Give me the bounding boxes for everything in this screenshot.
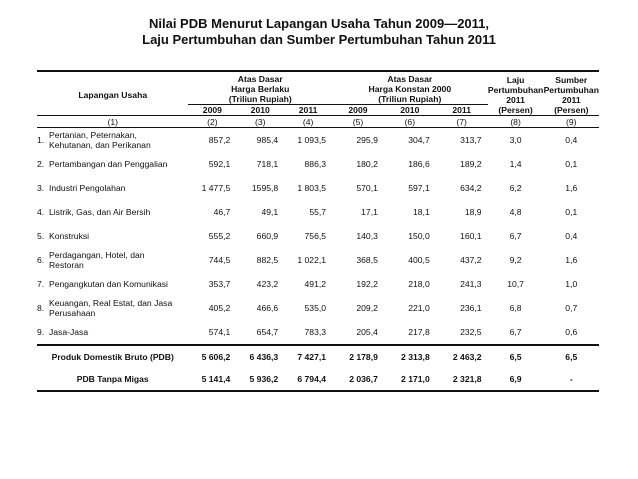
value-cell: 783,3 bbox=[304, 327, 327, 337]
header-sumber: Sumber Pertumbuhan 2011 (Persen) bbox=[544, 71, 599, 116]
table-row bbox=[37, 128, 599, 153]
total-label: PDB Tanpa Migas bbox=[37, 368, 188, 391]
value-cell: 0,1 bbox=[565, 207, 578, 217]
row-number: 9. bbox=[37, 327, 45, 337]
value-cell: 882,5 bbox=[256, 255, 279, 265]
col-number: (6) bbox=[384, 116, 436, 128]
value-cell: 236,1 bbox=[460, 303, 482, 313]
value-cell: 857,2 bbox=[208, 135, 231, 145]
value-cell: 232,5 bbox=[460, 327, 482, 337]
value-cell: 744,5 bbox=[208, 255, 231, 265]
table-row bbox=[37, 200, 599, 224]
year-header: 2010 bbox=[384, 105, 436, 116]
col-number: (7) bbox=[436, 116, 488, 128]
value-cell: 218,0 bbox=[408, 279, 430, 289]
table-row bbox=[37, 272, 599, 296]
table-row bbox=[37, 248, 599, 272]
value-cell: 9,2 bbox=[509, 255, 522, 265]
row-number: 4. bbox=[37, 207, 45, 217]
value-cell: 1595,8 bbox=[251, 183, 279, 193]
value-cell: 6,7 bbox=[509, 327, 522, 337]
value-cell: 192,2 bbox=[356, 279, 378, 289]
value-cell: 570,1 bbox=[356, 183, 378, 193]
row-number: 7. bbox=[37, 279, 45, 289]
total-label: Produk Domestik Bruto (PDB) bbox=[37, 345, 188, 368]
value-cell: 0,4 bbox=[565, 231, 578, 241]
value-cell: 368,5 bbox=[356, 255, 378, 265]
total-value: 6 794,4 bbox=[284, 368, 332, 391]
year-header: 2011 bbox=[436, 105, 488, 116]
value-cell: 3,0 bbox=[509, 135, 522, 145]
value-cell: 592,1 bbox=[208, 159, 231, 169]
value-cell: 654,7 bbox=[256, 327, 279, 337]
total-row bbox=[37, 368, 599, 391]
value-cell: 295,9 bbox=[356, 135, 378, 145]
row-label-line: Perusahaan bbox=[48, 308, 96, 318]
row-number: 3. bbox=[37, 183, 45, 193]
value-cell: 574,1 bbox=[208, 327, 231, 337]
value-cell: 491,2 bbox=[304, 279, 327, 289]
total-value: 7 427,1 bbox=[284, 345, 332, 368]
row-label-line: Industri Pengolahan bbox=[48, 183, 126, 193]
value-cell: 189,2 bbox=[460, 159, 482, 169]
col-number: (5) bbox=[332, 116, 384, 128]
value-cell: 1,4 bbox=[509, 159, 522, 169]
value-cell: 209,2 bbox=[356, 303, 378, 313]
value-cell: 400,5 bbox=[408, 255, 430, 265]
row-label bbox=[49, 296, 188, 320]
value-cell: 18,9 bbox=[464, 207, 482, 217]
value-cell: 353,7 bbox=[208, 279, 231, 289]
row-number: 6. bbox=[37, 255, 45, 265]
total-value: 2 036,7 bbox=[332, 368, 384, 391]
value-cell: 718,1 bbox=[256, 159, 279, 169]
value-cell: 634,2 bbox=[460, 183, 482, 193]
table-row bbox=[37, 176, 599, 200]
value-cell: 217,8 bbox=[408, 327, 430, 337]
year-header: 2009 bbox=[188, 105, 236, 116]
row-label-line: Jasa-Jasa bbox=[48, 327, 89, 337]
value-cell: 555,2 bbox=[208, 231, 231, 241]
row-number: 5. bbox=[37, 231, 45, 241]
value-cell: 150,0 bbox=[408, 231, 430, 241]
col-number: (4) bbox=[284, 116, 332, 128]
row-label-line: Perdagangan, Hotel, dan bbox=[48, 250, 145, 260]
row-label-line: Pertanian, Peternakan, bbox=[48, 130, 137, 140]
header-laju: Laju Pertumbuhan 2011 (Persen) bbox=[488, 71, 544, 116]
value-cell: 886,3 bbox=[304, 159, 327, 169]
col-number: (8) bbox=[488, 116, 544, 128]
row-label-line: Kehutanan, dan Perikanan bbox=[48, 140, 151, 150]
year-header: 2011 bbox=[284, 105, 332, 116]
row-label-line: Pengangkutan dan Komunikasi bbox=[48, 279, 168, 289]
year-header: 2010 bbox=[236, 105, 284, 116]
value-cell: 1 022,1 bbox=[297, 255, 327, 265]
table-row bbox=[37, 320, 599, 345]
value-cell: 49,1 bbox=[261, 207, 279, 217]
value-cell: 1 477,5 bbox=[201, 183, 231, 193]
col-number: (2) bbox=[188, 116, 236, 128]
value-cell: 423,2 bbox=[256, 279, 279, 289]
total-value: 2 171,0 bbox=[384, 368, 436, 391]
value-cell: 46,7 bbox=[213, 207, 231, 217]
value-cell: 597,1 bbox=[408, 183, 430, 193]
year-header: 2009 bbox=[332, 105, 384, 116]
value-cell: 241,3 bbox=[460, 279, 482, 289]
header-lapangan: Lapangan Usaha bbox=[37, 71, 188, 116]
value-cell: 55,7 bbox=[309, 207, 327, 217]
value-cell: 1,6 bbox=[565, 255, 578, 265]
total-value: 2 178,9 bbox=[332, 345, 384, 368]
table-row bbox=[37, 296, 599, 320]
row-label-line: Restoran bbox=[48, 260, 84, 270]
row-label bbox=[49, 248, 188, 272]
row-label bbox=[49, 200, 188, 224]
row-number: 2. bbox=[37, 159, 45, 169]
row-number: 8. bbox=[37, 303, 45, 313]
value-cell: 0,7 bbox=[565, 303, 578, 313]
row-label bbox=[49, 272, 188, 296]
value-cell: 1,6 bbox=[565, 183, 578, 193]
value-cell: 405,2 bbox=[208, 303, 231, 313]
value-cell: 6,2 bbox=[509, 183, 522, 193]
header-row-groups bbox=[37, 71, 599, 105]
value-cell: 660,9 bbox=[256, 231, 279, 241]
value-cell: 10,7 bbox=[507, 279, 524, 289]
total-value: 5 141,4 bbox=[188, 368, 236, 391]
value-cell: 466,6 bbox=[256, 303, 279, 313]
value-cell: 756,5 bbox=[304, 231, 327, 241]
row-label-line: Pertambangan dan Penggalian bbox=[48, 159, 168, 169]
total-value: 6,5 bbox=[544, 345, 599, 368]
header-row-col-numbers bbox=[37, 116, 599, 128]
value-cell: 304,7 bbox=[408, 135, 430, 145]
value-cell: 0,6 bbox=[565, 327, 578, 337]
value-cell: 18,1 bbox=[413, 207, 430, 217]
value-cell: 1 093,5 bbox=[297, 135, 327, 145]
row-label bbox=[49, 176, 188, 200]
row-label bbox=[49, 224, 188, 248]
value-cell: 0,1 bbox=[565, 159, 578, 169]
value-cell: 0,4 bbox=[565, 135, 578, 145]
total-value: 5 936,2 bbox=[236, 368, 284, 391]
value-cell: 186,6 bbox=[408, 159, 430, 169]
total-value: 2 313,8 bbox=[384, 345, 436, 368]
total-value: 6 436,3 bbox=[236, 345, 284, 368]
value-cell: 1,0 bbox=[565, 279, 578, 289]
col-number: (1) bbox=[37, 116, 188, 128]
value-cell: 17,1 bbox=[361, 207, 378, 217]
row-label bbox=[49, 128, 188, 153]
title-line-1: Nilai PDB Menurut Lapangan Usaha Tahun 2009—2011, bbox=[148, 16, 490, 31]
row-label bbox=[49, 320, 188, 345]
total-value: 6,9 bbox=[488, 368, 544, 391]
value-cell: 6,7 bbox=[509, 231, 522, 241]
value-cell: 985,4 bbox=[256, 135, 279, 145]
value-cell: 180,2 bbox=[356, 159, 378, 169]
value-cell: 535,0 bbox=[304, 303, 327, 313]
value-cell: 140,3 bbox=[356, 231, 378, 241]
table-title bbox=[0, 16, 638, 48]
title-line-2: Laju Pertumbuhan dan Sumber Pertumbuhan Tahun 2011 bbox=[142, 32, 496, 47]
col-number: (9) bbox=[544, 116, 599, 128]
total-value: 5 606,2 bbox=[188, 345, 236, 368]
value-cell: 6,8 bbox=[509, 303, 522, 313]
row-label-line: Konstruksi bbox=[48, 231, 90, 241]
total-value: 2 321,8 bbox=[436, 368, 488, 391]
row-label bbox=[49, 152, 188, 176]
value-cell: 160,1 bbox=[460, 231, 482, 241]
table-row bbox=[37, 224, 599, 248]
row-number: 1. bbox=[37, 135, 45, 145]
value-cell: 221,0 bbox=[408, 303, 430, 313]
value-cell: 1 803,5 bbox=[297, 183, 327, 193]
value-cell: 4,8 bbox=[509, 207, 522, 217]
header-harga-konstan: Atas Dasar Harga Konstan 2000 (Triliun Rupiah) bbox=[332, 71, 488, 105]
total-value: - bbox=[544, 368, 599, 391]
total-row bbox=[37, 345, 599, 368]
value-cell: 205,4 bbox=[356, 327, 378, 337]
value-cell: 313,7 bbox=[460, 135, 482, 145]
header-harga-berlaku: Atas Dasar Harga Berlaku (Triliun Rupiah) bbox=[188, 71, 332, 105]
total-value: 6,5 bbox=[488, 345, 544, 368]
col-number: (3) bbox=[236, 116, 284, 128]
row-label-line: Keuangan, Real Estat, dan Jasa bbox=[48, 298, 173, 308]
row-label-line: Listrik, Gas, dan Air Bersih bbox=[48, 207, 151, 217]
total-value: 2 463,2 bbox=[436, 345, 488, 368]
pdb-table bbox=[37, 70, 599, 392]
value-cell: 437,2 bbox=[460, 255, 482, 265]
table-row bbox=[37, 152, 599, 176]
